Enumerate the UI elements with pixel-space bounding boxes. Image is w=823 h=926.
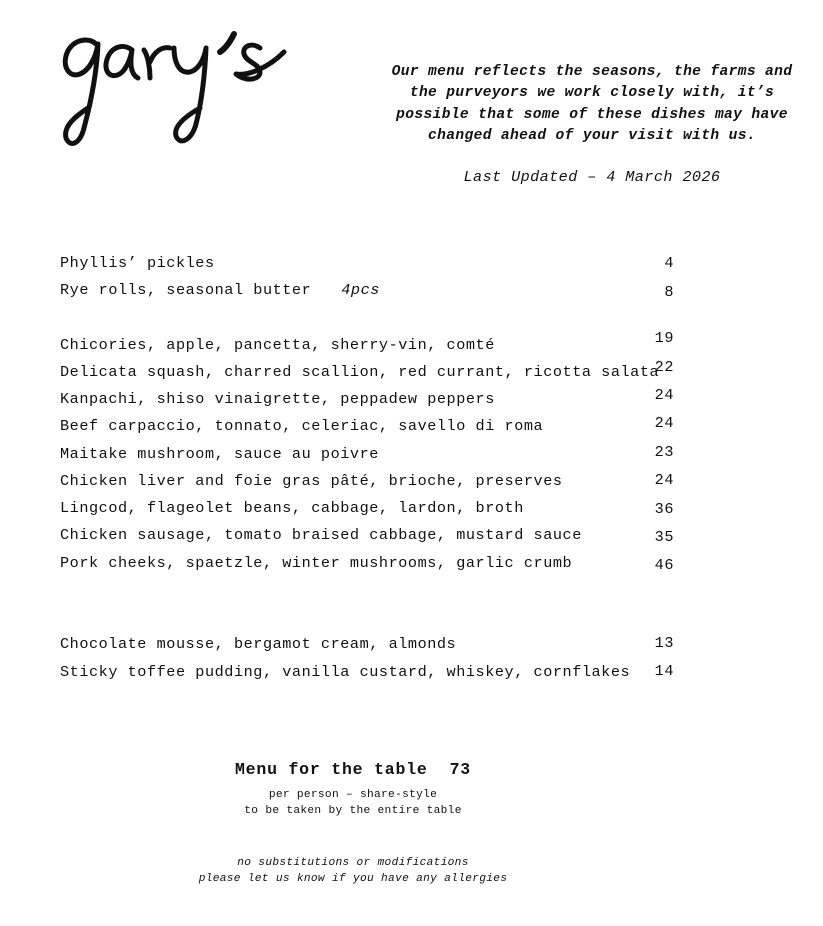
menu-item-name: Maitake mushroom, sauce au poivre <box>60 445 379 463</box>
menu-item-price: 8 <box>664 283 674 301</box>
menu-item-price: 46 <box>654 556 674 574</box>
menu-item <box>60 445 680 465</box>
menu-item-name: Chocolate mousse, bergamot cream, almonds <box>60 635 457 653</box>
menu-item-price: 24 <box>654 471 674 489</box>
no-substitutions-note: no substitutions or modifications <box>237 857 469 869</box>
menu-item <box>60 635 680 655</box>
last-updated-date: Last Updated – 4 March 2026 <box>463 168 721 186</box>
menu-item <box>60 472 680 492</box>
menu-item-name: Kanpachi, shiso vinaigrette, peppadew peppers <box>60 390 495 408</box>
menu-item <box>60 499 680 519</box>
menu-item <box>60 254 680 274</box>
menu-item <box>60 414 680 437</box>
menu-item-name: Pork cheeks, spaetzle, winter mushrooms, garlic crumb <box>60 554 573 572</box>
menu-item-price: 24 <box>654 414 674 432</box>
menu-item <box>60 663 680 683</box>
menu-item <box>60 329 680 356</box>
menu-item-name: Beef carpaccio, tonnato, celeriac, savello di roma <box>60 417 544 435</box>
menu-item-quantity: 4pcs <box>341 281 380 299</box>
table-menu-title: Menu for the table <box>234 760 428 779</box>
menu-item-name: Phyllis’ pickles <box>60 254 215 272</box>
menu-item-price: 24 <box>654 386 674 404</box>
menu-item-name <box>60 281 380 299</box>
menu-item-name: Lingcod, flageolet beans, cabbage, lardon, broth <box>60 499 524 517</box>
table-menu-price: 73 <box>449 760 472 779</box>
menu-item-price: 22 <box>654 358 674 376</box>
menu-item-price: 23 <box>654 443 674 461</box>
menu-item <box>60 386 680 410</box>
intro-line: changed ahead of your visit with us. <box>428 128 756 145</box>
table-menu-heading <box>200 760 506 779</box>
menu-item-name: Delicata squash, charred scallion, red currant, ricotta salata <box>60 363 660 381</box>
menu-item <box>60 358 680 383</box>
garys-logo <box>58 28 290 152</box>
menu-item <box>60 281 680 301</box>
menu-item <box>60 526 680 546</box>
table-menu-offer <box>200 760 506 819</box>
menu-item-name-text: Rye rolls, seasonal butter <box>60 281 312 299</box>
menu-item-name: Chicken sausage, tomato braised cabbage, mustard sauce <box>60 526 582 544</box>
intro-line: the purveyors we work closely with, it’s <box>409 85 775 102</box>
table-menu-note: to be taken by the entire table <box>244 805 462 817</box>
table-menu-note: per person – share-style <box>268 789 438 801</box>
policy-notice <box>150 855 556 887</box>
menu-item <box>60 554 680 574</box>
menu-item-name: Chicken liver and foie gras pâté, brioche, preserves <box>60 472 563 490</box>
menu-item-price: 35 <box>654 528 674 546</box>
menu-item-price: 14 <box>654 662 674 680</box>
menu-item-price: 19 <box>654 329 674 347</box>
menu-item-price: 13 <box>654 634 674 652</box>
menu-item-name: Chicories, apple, pancetta, sherry-vin, comté <box>60 336 495 354</box>
menu-item-name: Sticky toffee pudding, vanilla custard, whiskey, cornflakes <box>60 663 631 681</box>
intro-line: Our menu reflects the seasons, the farms and <box>391 64 793 80</box>
seasonal-menu-note <box>372 62 812 148</box>
allergy-note: please let us know if you have any allergies <box>198 873 508 885</box>
intro-line: possible that some of these dishes may have <box>396 106 788 123</box>
menu-item-price: 36 <box>654 500 674 518</box>
menu-item-price: 4 <box>664 254 674 272</box>
